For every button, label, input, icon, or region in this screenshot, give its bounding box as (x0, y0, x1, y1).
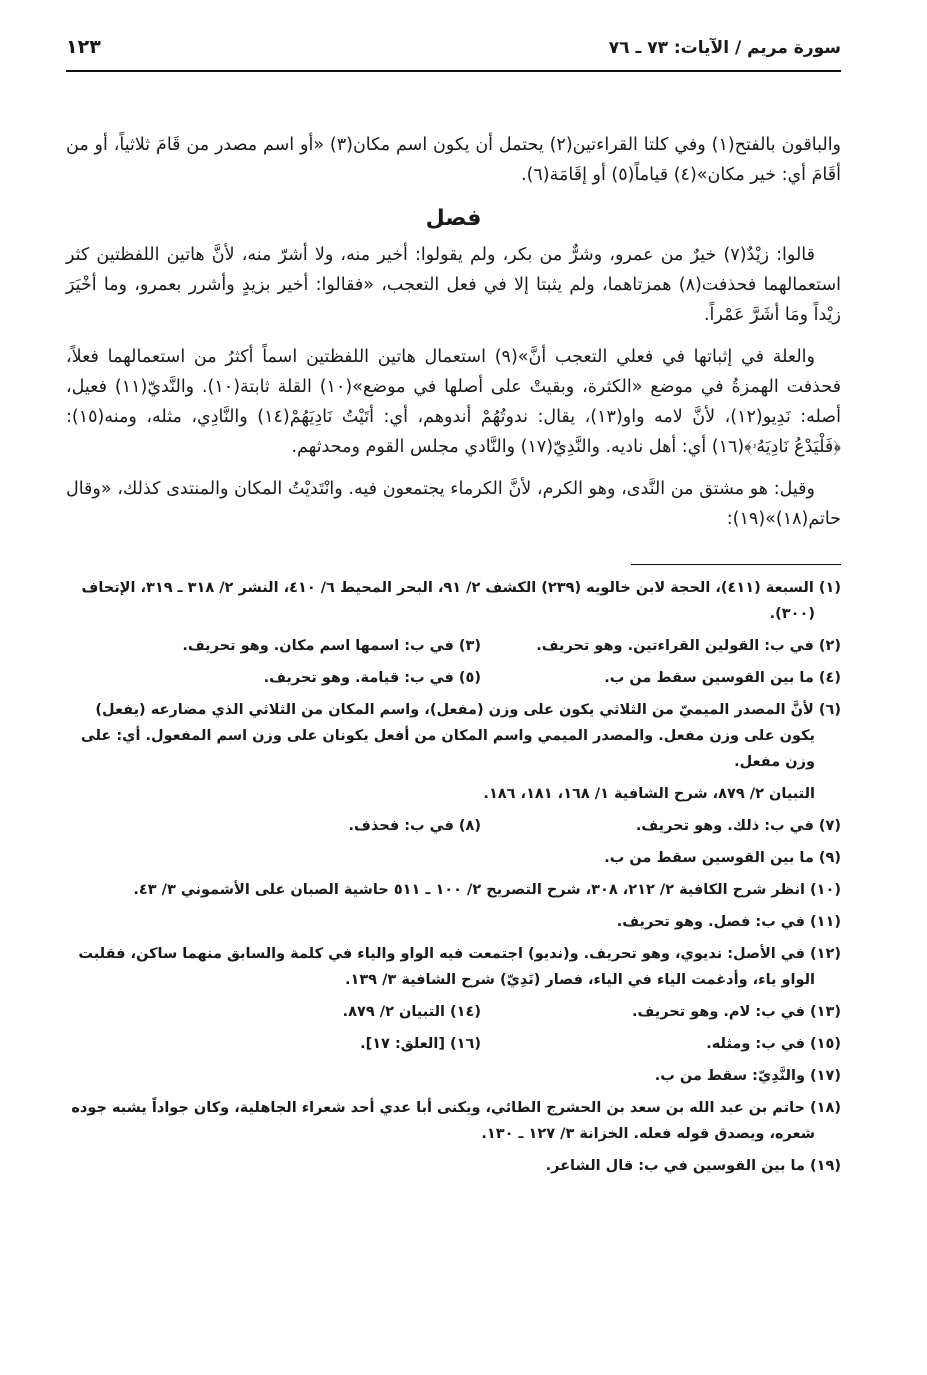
footnote: (٦) لأنَّ المصدر الميميّ من الثلاثي يكون على وزن (مفعل)، واسم المكان من الثلاثي الذي مضارعه (يفعل) يكون على وزن مفعل. والمصدر الميمي واسم المكان من أفعل يكونان على وزن اسم المفعول. أي: على وزن مفعل. (80, 702, 841, 770)
paragraph: قالوا: زيْدٌ(٧) خيرٌ من عمرو، وشرٌّ من بكر، ولم يقولوا: أخير منه، ولا أشرّ منه، لأنَّ هاتين اللفظتين كثر استعمالهما فحذفت(٨) همزتاهما، ولم يثبتا إلا في فعل التعجب، «فقالوا: أخير بزيدٍ وأشرر بعمرو، وما أخْيَرَ زيْداً ومَا أشَرَّ عَمْراً. (66, 245, 841, 325)
page-number: ١٢٣ (66, 36, 109, 58)
section-heading: فصل (425, 206, 482, 231)
footnote: (٧) في ب: ذلك. وهو تحريف. (635, 818, 841, 834)
footnote: (١٨) حاتم بن عبد الله بن سعد بن الحشرج الطائي، ويكنى أبا عدي أحد شعراء الجاهلية، وكان جواداً يشبه جوده شعره، ويصدق قوله فعله. الخزانة ٣/ ١٢٧ ـ ١٣٠. (71, 1100, 841, 1142)
footnote: (٨) في ب: فحذف. (348, 818, 481, 834)
footnote: (١١) في ب: فصل. وهو تحريف. (616, 914, 841, 930)
footnote: (٥) في ب: قيامة. وهو تحريف. (263, 670, 481, 686)
footnote: (٣) في ب: اسمها اسم مكان. وهو تحريف. (182, 638, 481, 654)
paragraph: والباقون بالفتح(١) وفي كلتا القراءتين(٢) يحتمل أن يكون اسم مكان(٣) «أو اسم مصدر من قَامَ ثلاثياً، أو من أقَامَ أي: خير مكان»(٤) قياماً(٥) أو إقَامَة(٦). (66, 135, 842, 185)
footnote: (١٣) في ب: لام. وهو تحريف. (632, 1004, 841, 1020)
footnote-row (66, 633, 841, 659)
paragraph: والعلة في إثباتها في فعلي التعجب أنَّ»(٩) استعمال هاتين اللفظتين اسماً أكثرُ من استعمالهما فعلاً، فحذفت الهمزةُ في موضع «الكثرة، وبقيتْ على أصلها في موضع»(١٠) القلة ثابتة(١٠). والنَّديّ(١١) فعيل، أصله: نَدِيو(١٢)، لأنَّ لامه واو(١٣)، يقال: ندوتُهُمْ أندوهم، أي: أتَيْتُ نَادِيَهُمْ(١٤) والنَّادِي، مثله، ومنه(١٥): ﴿فَلْيَدْعُ نَادِيَهُۥ﴾(١٦) أي: أهل ناديه. والنَّدِيّ(١٧) والنَّادي مجلس القوم ومحدثهم. (66, 347, 841, 457)
footnote-row (66, 813, 841, 839)
footnote: (١٥) في ب: ومثله. (706, 1036, 841, 1052)
footnote: (١) السبعة (٤١١)، الحجة لابن خالويه (٢٣٩) الكشف ٢/ ٩١، البحر المحيط ٦/ ٤١٠، النشر ٢/ ٣١٨ ـ ٣١٩، الإتحاف (٣٠٠). (81, 580, 841, 622)
footnote-separator (631, 564, 841, 565)
footnote-continuation: التبيان ٢/ ٨٧٩، شرح الشافية ١/ ١٦٨، ١٨١، ١٨٦. (483, 786, 815, 802)
footnote: (٤) ما بين القوسين سقط من ب. (604, 670, 841, 686)
footnote: (١٠) انظر شرح الكافية ٢/ ٢١٢، ٣٠٨، شرح التصريح ٢/ ١٠٠ ـ ٥١١ حاشية الصبان على الأشموني ٣/ ٤٣. (133, 882, 841, 898)
footnote: (١٧) والنَّدِيّ: سقط من ب. (654, 1068, 841, 1084)
footnote: (٩) ما بين القوسين سقط من ب. (604, 850, 841, 866)
footnote: (١٩) ما بين القوسين في ب: قال الشاعر. (545, 1158, 841, 1174)
footnotes (66, 575, 841, 1179)
running-header (66, 36, 841, 72)
footnote-row (66, 999, 841, 1025)
footnote: (٢) في ب: القولين القراءتين. وهو تحريف. (536, 638, 841, 654)
footnote: (١٢) في الأصل: نديوي، وهو تحريف. و(نديو) اجتمعت فيه الواو والياء في كلمة والسابق منهما ساكن، فقلبت الواو ياء، وأدغمت الياء في الياء، فصار (نَدِيّ) شرح الشافية ٣/ ١٣٩. (78, 946, 841, 988)
header-title: سورة مريم / الآيات: ٧٣ ـ ٧٦ (601, 38, 841, 58)
footnote-row (66, 665, 841, 691)
paragraph: وقيل: هو مشتق من النَّدى، وهو الكرم، لأنَّ الكرماء يجتمعون فيه. وانْتَديْتُ المكان والمنتدى كذلك، «وقال حاتم(١٨)»(١٩): (66, 479, 841, 529)
footnote: (١٦) [العلق: ١٧]. (360, 1036, 481, 1052)
footnote-row (66, 1031, 841, 1057)
main-text (66, 130, 841, 534)
footnote: (١٤) التبيان ٢/ ٨٧٩. (342, 1004, 481, 1020)
page (66, 36, 841, 1375)
